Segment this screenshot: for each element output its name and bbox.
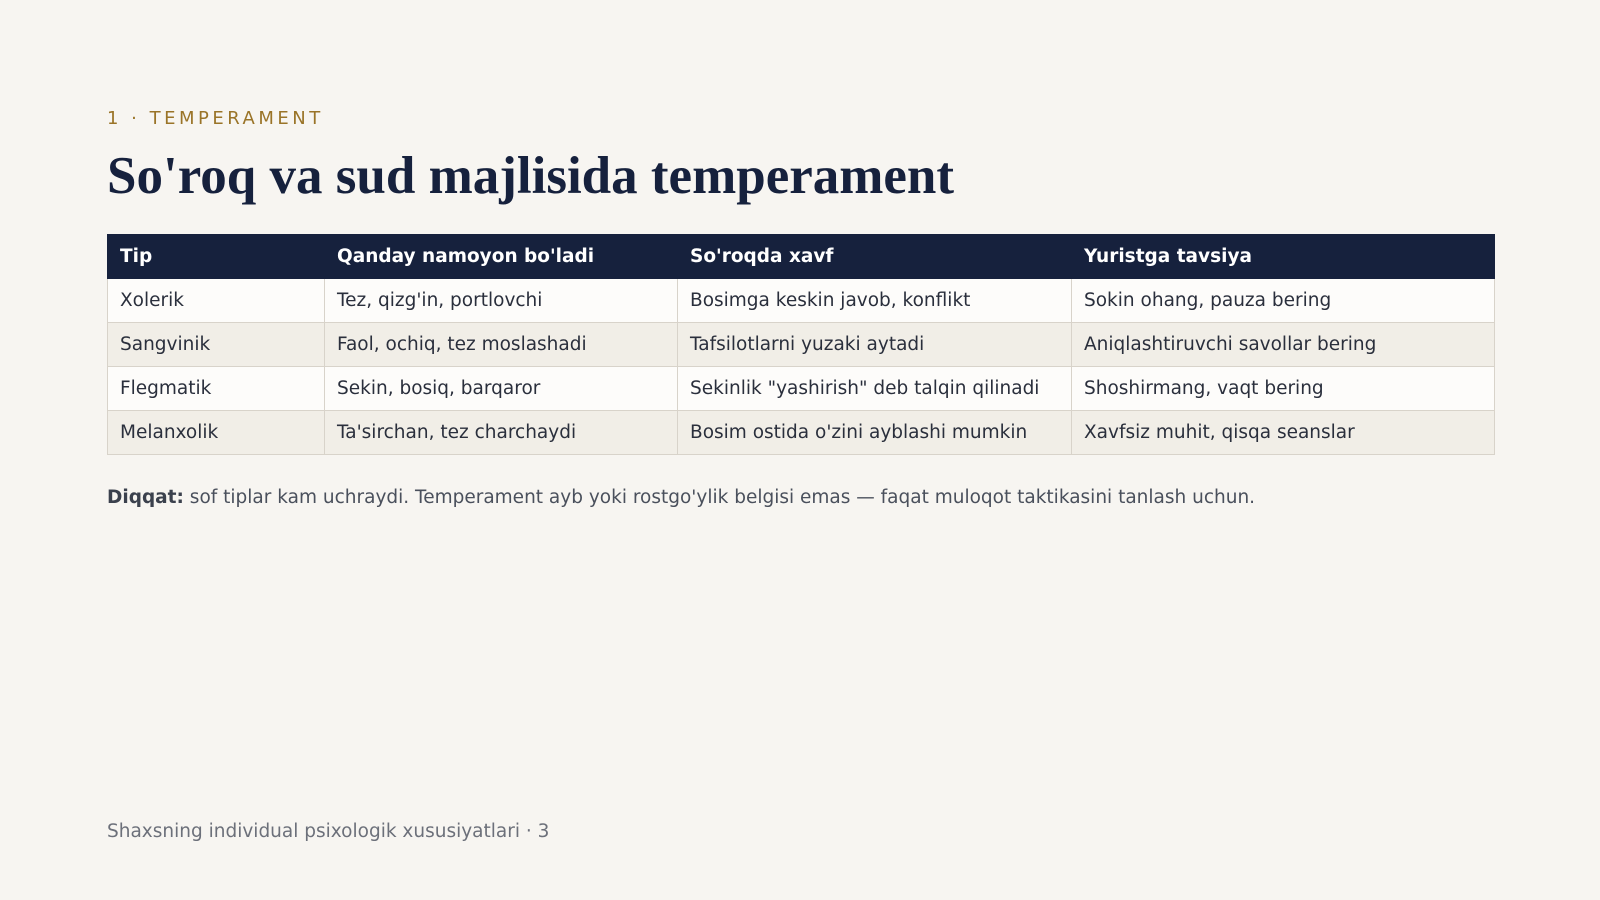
cell-recommendation: Aniqlashtiruvchi savollar bering xyxy=(1072,323,1495,367)
attention-note xyxy=(107,487,1255,508)
slide xyxy=(107,0,1493,900)
header-cell-risk: So'roqda xavf xyxy=(678,235,1072,279)
cell-manifestation: Sekin, bosiq, barqaror xyxy=(325,367,678,411)
section-eyebrow: 1 · TEMPERAMENT xyxy=(107,108,324,129)
header-cell-manifestation: Qanday namoyon bo'ladi xyxy=(325,235,678,279)
cell-type: Xolerik xyxy=(108,279,325,323)
cell-recommendation: Xavfsiz muhit, qisqa seanslar xyxy=(1072,411,1495,455)
cell-risk: Bosim ostida o'zini ayblashi mumkin xyxy=(678,411,1072,455)
cell-recommendation: Shoshirmang, vaqt bering xyxy=(1072,367,1495,411)
cell-type: Flegmatik xyxy=(108,367,325,411)
cell-manifestation: Ta'sirchan, tez charchaydi xyxy=(325,411,678,455)
cell-type: Sangvinik xyxy=(108,323,325,367)
table-row xyxy=(108,323,1495,367)
table-row xyxy=(108,367,1495,411)
header-cell-tip: Tip xyxy=(108,235,325,279)
cell-type: Melanxolik xyxy=(108,411,325,455)
slide-footer: Shaxsning individual psixologik xususiyatlari · 3 xyxy=(107,821,550,842)
cell-risk: Bosimga keskin javob, konflikt xyxy=(678,279,1072,323)
table-row xyxy=(108,279,1495,323)
table-header-row xyxy=(108,235,1495,279)
header-cell-recommendation: Yuristga tavsiya xyxy=(1072,235,1495,279)
table-row xyxy=(108,411,1495,455)
cell-risk: Sekinlik "yashirish" deb talqin qilinadi xyxy=(678,367,1072,411)
temperament-table xyxy=(107,234,1495,455)
cell-recommendation: Sokin ohang, pauza bering xyxy=(1072,279,1495,323)
slide-title: So'roq va sud majlisida temperament xyxy=(107,147,955,205)
note-text: sof tiplar kam uchraydi. Temperament ayb yoki rostgo'ylik belgisi emas — faqat muloqot taktikasini tanlash uchun. xyxy=(183,487,1256,508)
note-label: Diqqat: xyxy=(107,487,184,508)
cell-manifestation: Faol, ochiq, tez moslashadi xyxy=(325,323,678,367)
cell-manifestation: Tez, qizg'in, portlovchi xyxy=(325,279,678,323)
cell-risk: Tafsilotlarni yuzaki aytadi xyxy=(678,323,1072,367)
